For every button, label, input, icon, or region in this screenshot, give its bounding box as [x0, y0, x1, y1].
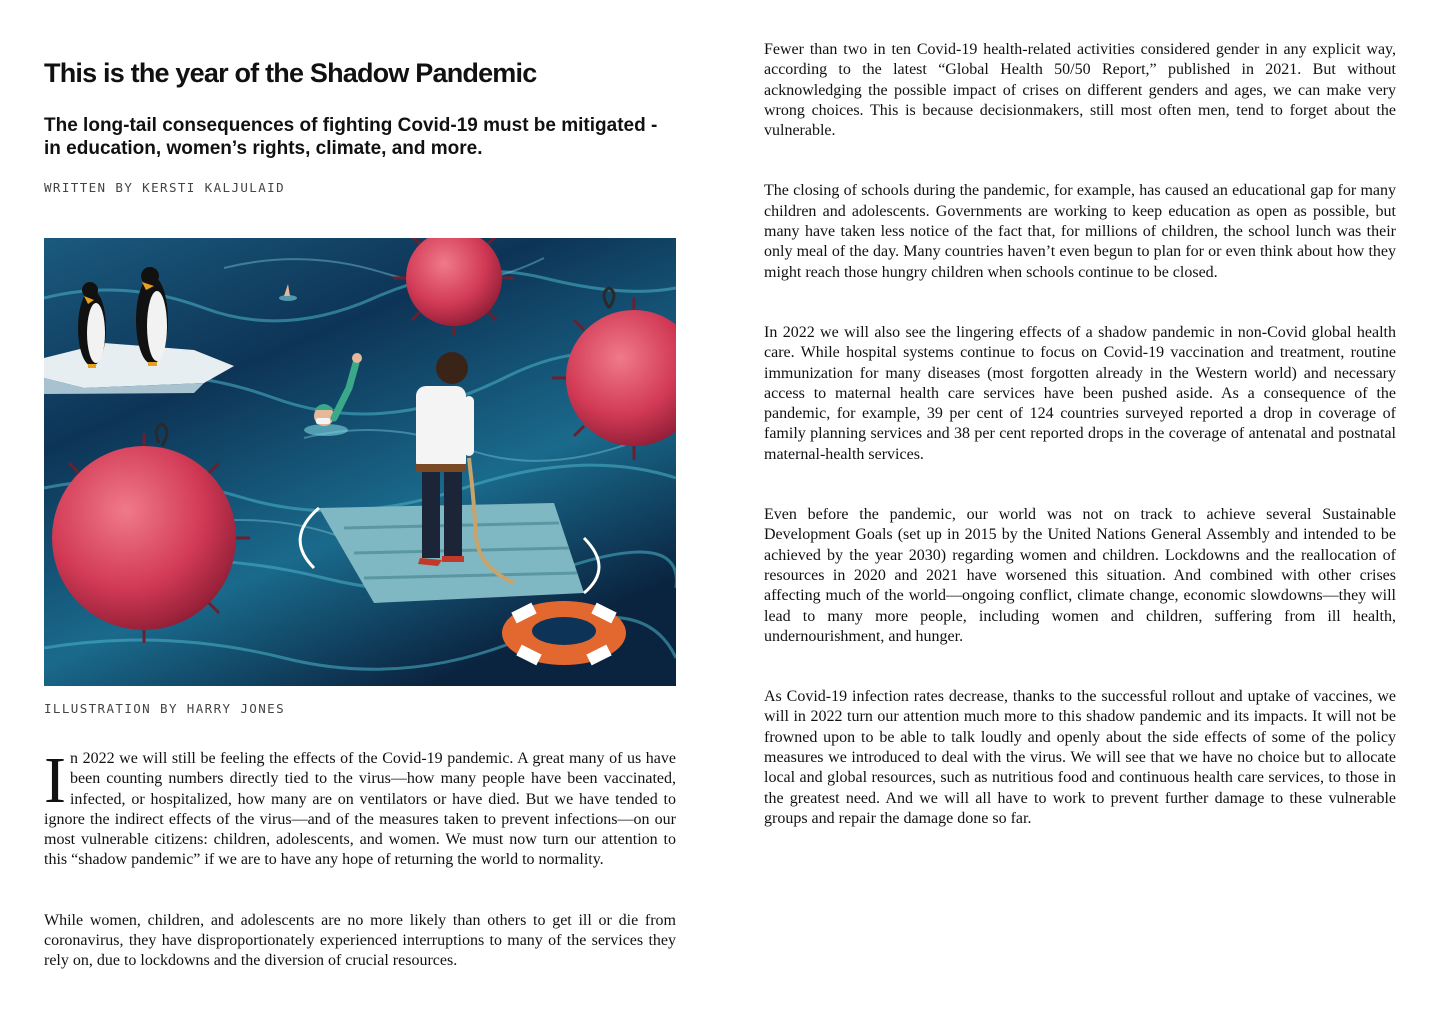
right-column — [764, 40, 1396, 829]
body-paragraph: Even before the pandemic, our world was not on track to achieve several Sustainable Development Goals (set up in 2015 by the United Nations General Assembly and intended to be achieved by the year 2030) regarding women and children. Lockdowns and the reallocation of resources in 2020 and 2021 have worsened this situation. And combined with other crises affecting much of the world—ongoing conflict, climate change, economic slowdowns—they will lead to many more people, including women and children, suffering from ill health, undernourishment, and hunger. — [764, 506, 1396, 645]
intro-paragraph-text: n 2022 we will still be feeling the effects of the Covid-19 pandemic. A great many of us have been counting numbers directly tied to the virus—how many people have been vaccinated, infected, or hospitalized, how many are on ventilators or have died. But we have tended to ignore the indirect effects of the virus—and of the measures taken to prevent infections—on our most vulnerable citizens: children, adolescents, and women. We must now turn our attention to this “shadow pandemic” if we are to have any hope of returning the world to normality. — [44, 750, 676, 869]
illustration — [44, 238, 676, 686]
drop-cap: I — [44, 744, 66, 817]
byline: WRITTEN BY KERSTI KALJULAID — [44, 180, 285, 195]
body-paragraph: As Covid-19 infection rates decrease, thanks to the successful rollout and uptake of vaccines, we will in 2022 turn our attention much more to this shadow pandemic and its impacts. It will not be frowned upon to be able to talk loudly and openly about the side effects of some of the policy measures we introduced to deal with the virus. We will see that we have no choice but to allocate local and global resources, such as nutritious food and continuous health care services, to those in the greatest need. And we will all have to work to prevent further damage to these vulnerable groups and repair the damage done so far. — [764, 688, 1396, 827]
article-subtitle: The long-tail consequences of fighting Covid-19 must be mitigated - in education, women’s rights, climate, and more. — [44, 115, 658, 159]
body-paragraph: In 2022 we will also see the lingering effects of a shadow pandemic in non-Covid global health care. While hospital systems continue to focus on Covid-19 vaccination and treatment, routine immunization for many diseases (most forgotten already in the Western world) and necessary access to maternal health care services have been pushed aside. As a consequence of the pandemic, for example, 39 per cent of 124 countries surveyed reported a drop in coverage of family planning services and 38 per cent reported drops in the coverage of antenatal and postnatal maternal-health services. — [764, 323, 1396, 463]
left-column — [44, 56, 676, 972]
illustration-credit: ILLUSTRATION BY HARRY JONES — [44, 701, 285, 716]
body-paragraph: The closing of schools during the pandemic, for example, has caused an educational gap for many children and adolescents. Governments are working to keep education as open as possible, but many have taken less notice of the fact that, for millions of children, the school lunch was their only meal of the day. Many countries haven’t even begun to plan for or even think about how they might reach those hungry children when schools continue to be closed. — [764, 182, 1396, 281]
body-paragraph: Fewer than two in ten Covid-19 health-related activities considered gender in any explicit way, according to the latest “Global Health 50/50 Report,” published in 2021. But without acknowledging the possible impact of crises on different genders and ages, we can make very wrong choices. This is because decisionmakers, still most often men, tend to forget about the vulnerable. — [764, 41, 1396, 140]
intro-paragraph — [44, 744, 676, 871]
article-title: This is the year of the Shadow Pandemic — [44, 58, 537, 88]
life-buoy-icon — [502, 601, 626, 665]
body-paragraph: While women, children, and adolescents are no more likely than others to get ill or die from coronavirus, they have disproportionately experienced interruptions to many of the services they rely on, due to lockdowns and the diversion of crucial resources. — [44, 911, 676, 970]
